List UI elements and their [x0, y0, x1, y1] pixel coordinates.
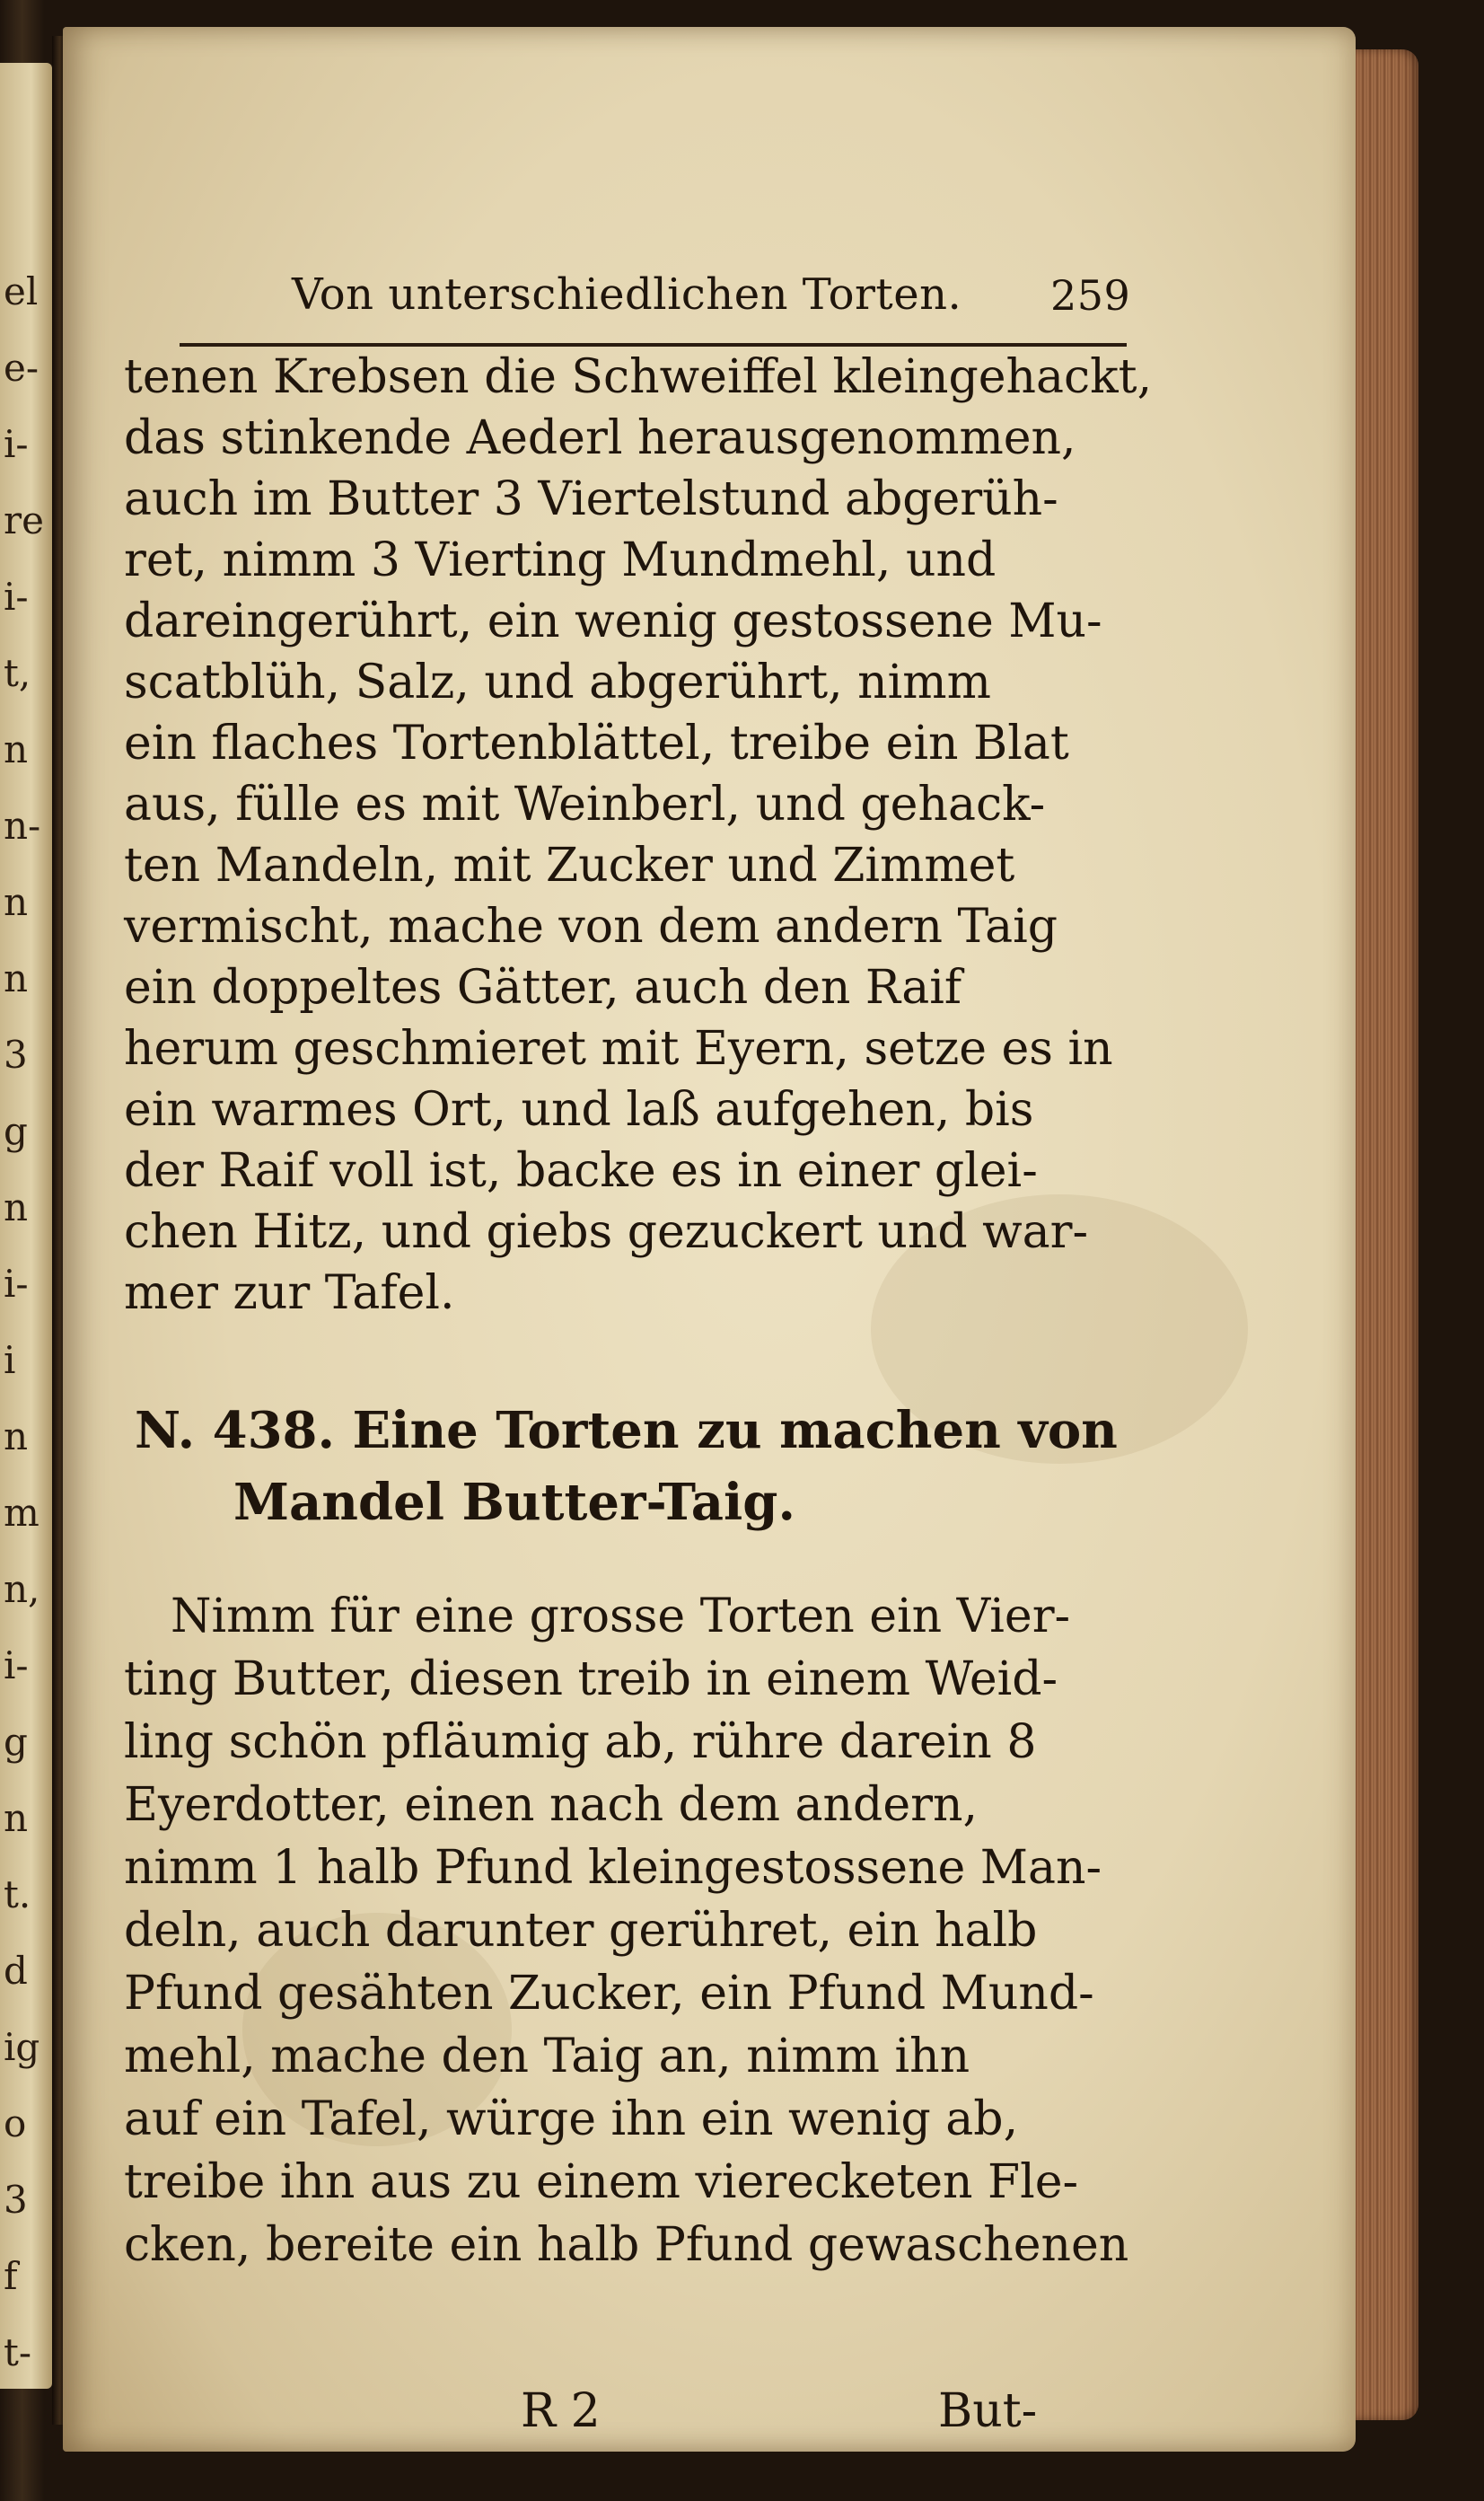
page-number: 259: [1050, 271, 1131, 320]
facing-page-fragment: i-: [4, 1262, 29, 1306]
facing-page-fragment: n: [4, 956, 29, 1000]
header-rule: [180, 343, 1127, 347]
facing-page-fragment: n: [4, 727, 29, 771]
facing-page-fragment: i-: [4, 422, 29, 466]
facing-page-fragment: i-: [4, 1643, 29, 1687]
text-line: ein warmes Ort, und laß aufgehen, bis: [124, 1083, 1034, 1137]
text-line: mer zur Tafel.: [124, 1266, 455, 1320]
facing-page-fragment: t.: [4, 1872, 31, 1916]
facing-page-fragment: e-: [4, 346, 40, 390]
facing-page-fragment: d: [4, 1949, 28, 1993]
facing-page-edge: [0, 63, 52, 2389]
facing-page-fragment: g: [4, 1720, 28, 1764]
text-line: auf ein Tafel, würge ihn ein wenig ab,: [124, 2092, 1019, 2146]
facing-page-fragment: g: [4, 1109, 28, 1153]
facing-page-fragment: n,: [4, 1567, 40, 1611]
facing-page-fragment: 3: [4, 1033, 28, 1077]
text-line: auch im Butter 3 Viertelstund abgerüh-: [124, 472, 1058, 526]
facing-page-fragment: ig: [4, 2025, 40, 2069]
text-line: ting Butter, diesen treib in einem Weid-: [124, 1652, 1058, 1706]
text-line: mehl, mache den Taig an, nimm ihn: [124, 2030, 970, 2083]
facing-page-fragment: el: [4, 269, 39, 313]
signature-mark: R 2: [521, 2384, 601, 2438]
facing-page-fragment: n: [4, 1796, 29, 1840]
text-line: das stinkende Aederl herausgenommen,: [124, 411, 1076, 465]
text-line: dareingerührt, ein wenig gestossene Mu-: [124, 594, 1102, 648]
text-line: chen Hitz, und giebs gezuckert und war-: [124, 1205, 1089, 1259]
running-title: Von unterschiedlichen Torten.: [292, 269, 962, 320]
text-line: aus, fülle es mit Weinberl, und gehack-: [124, 778, 1046, 832]
book-page: [63, 27, 1356, 2452]
text-line: ein doppeltes Gätter, auch den Raif: [124, 961, 962, 1015]
text-line: ein flaches Tortenblättel, treibe ein Blat: [124, 717, 1069, 771]
text-line: ret, nimm 3 Vierting Mundmehl, und: [124, 533, 997, 587]
text-line: Pfund gesähten Zucker, ein Pfund Mund-: [124, 1967, 1094, 2021]
text-line: treibe ihn aus zu einem vierecketen Fle-: [124, 2155, 1079, 2209]
text-line: der Raif voll ist, backe es in einer glei-: [124, 1144, 1038, 1198]
text-line: ling schön pfläumig ab, rühre darein 8: [124, 1715, 1037, 1769]
facing-page-fragment: f: [4, 2254, 18, 2298]
facing-page-fragment: n: [4, 1185, 29, 1229]
text-line: nimm 1 halb Pfund kleingestossene Man-: [124, 1841, 1102, 1895]
text-line: scatblüh, Salz, und abgerührt, nimm: [124, 656, 991, 709]
recipe-heading-line-2: Mandel Butter-Taig.: [233, 1473, 795, 1532]
text-line: vermischt, mache von dem andern Taig: [124, 900, 1058, 954]
facing-page-fragment: t-: [4, 2330, 32, 2374]
facing-page-fragment: n: [4, 880, 29, 924]
text-line: Nimm für eine grosse Torten ein Vier-: [171, 1590, 1071, 1643]
facing-page-fragment: m: [4, 1491, 40, 1535]
text-line: deln, auch darunter gerühret, ein halb: [124, 1904, 1038, 1958]
facing-page-fragment: re: [4, 498, 44, 542]
catchword: But-: [938, 2384, 1038, 2438]
text-line: herum geschmieret mit Eyern, setze es in: [124, 1022, 1113, 1076]
facing-page-fragment: o: [4, 2101, 27, 2145]
facing-page-fragment: 3: [4, 2178, 28, 2222]
text-line: ten Mandeln, mit Zucker und Zimmet: [124, 839, 1015, 893]
text-line: cken, bereite ein halb Pfund gewaschenen: [124, 2218, 1129, 2272]
facing-page-fragment: n: [4, 1414, 29, 1458]
facing-page-fragment: i-: [4, 575, 29, 619]
facing-page-fragment: n-: [4, 804, 41, 848]
facing-page-fragment: t,: [4, 651, 31, 695]
facing-page-fragment: i: [4, 1338, 16, 1382]
recipe-heading-line-1: N. 438. Eine Torten zu machen von: [135, 1401, 1118, 1460]
page-edges: [1351, 49, 1418, 2420]
text-line: tenen Krebsen die Schweiffel kleingehackt,: [124, 350, 1153, 404]
text-line: Eyerdotter, einen nach dem andern,: [124, 1778, 978, 1832]
